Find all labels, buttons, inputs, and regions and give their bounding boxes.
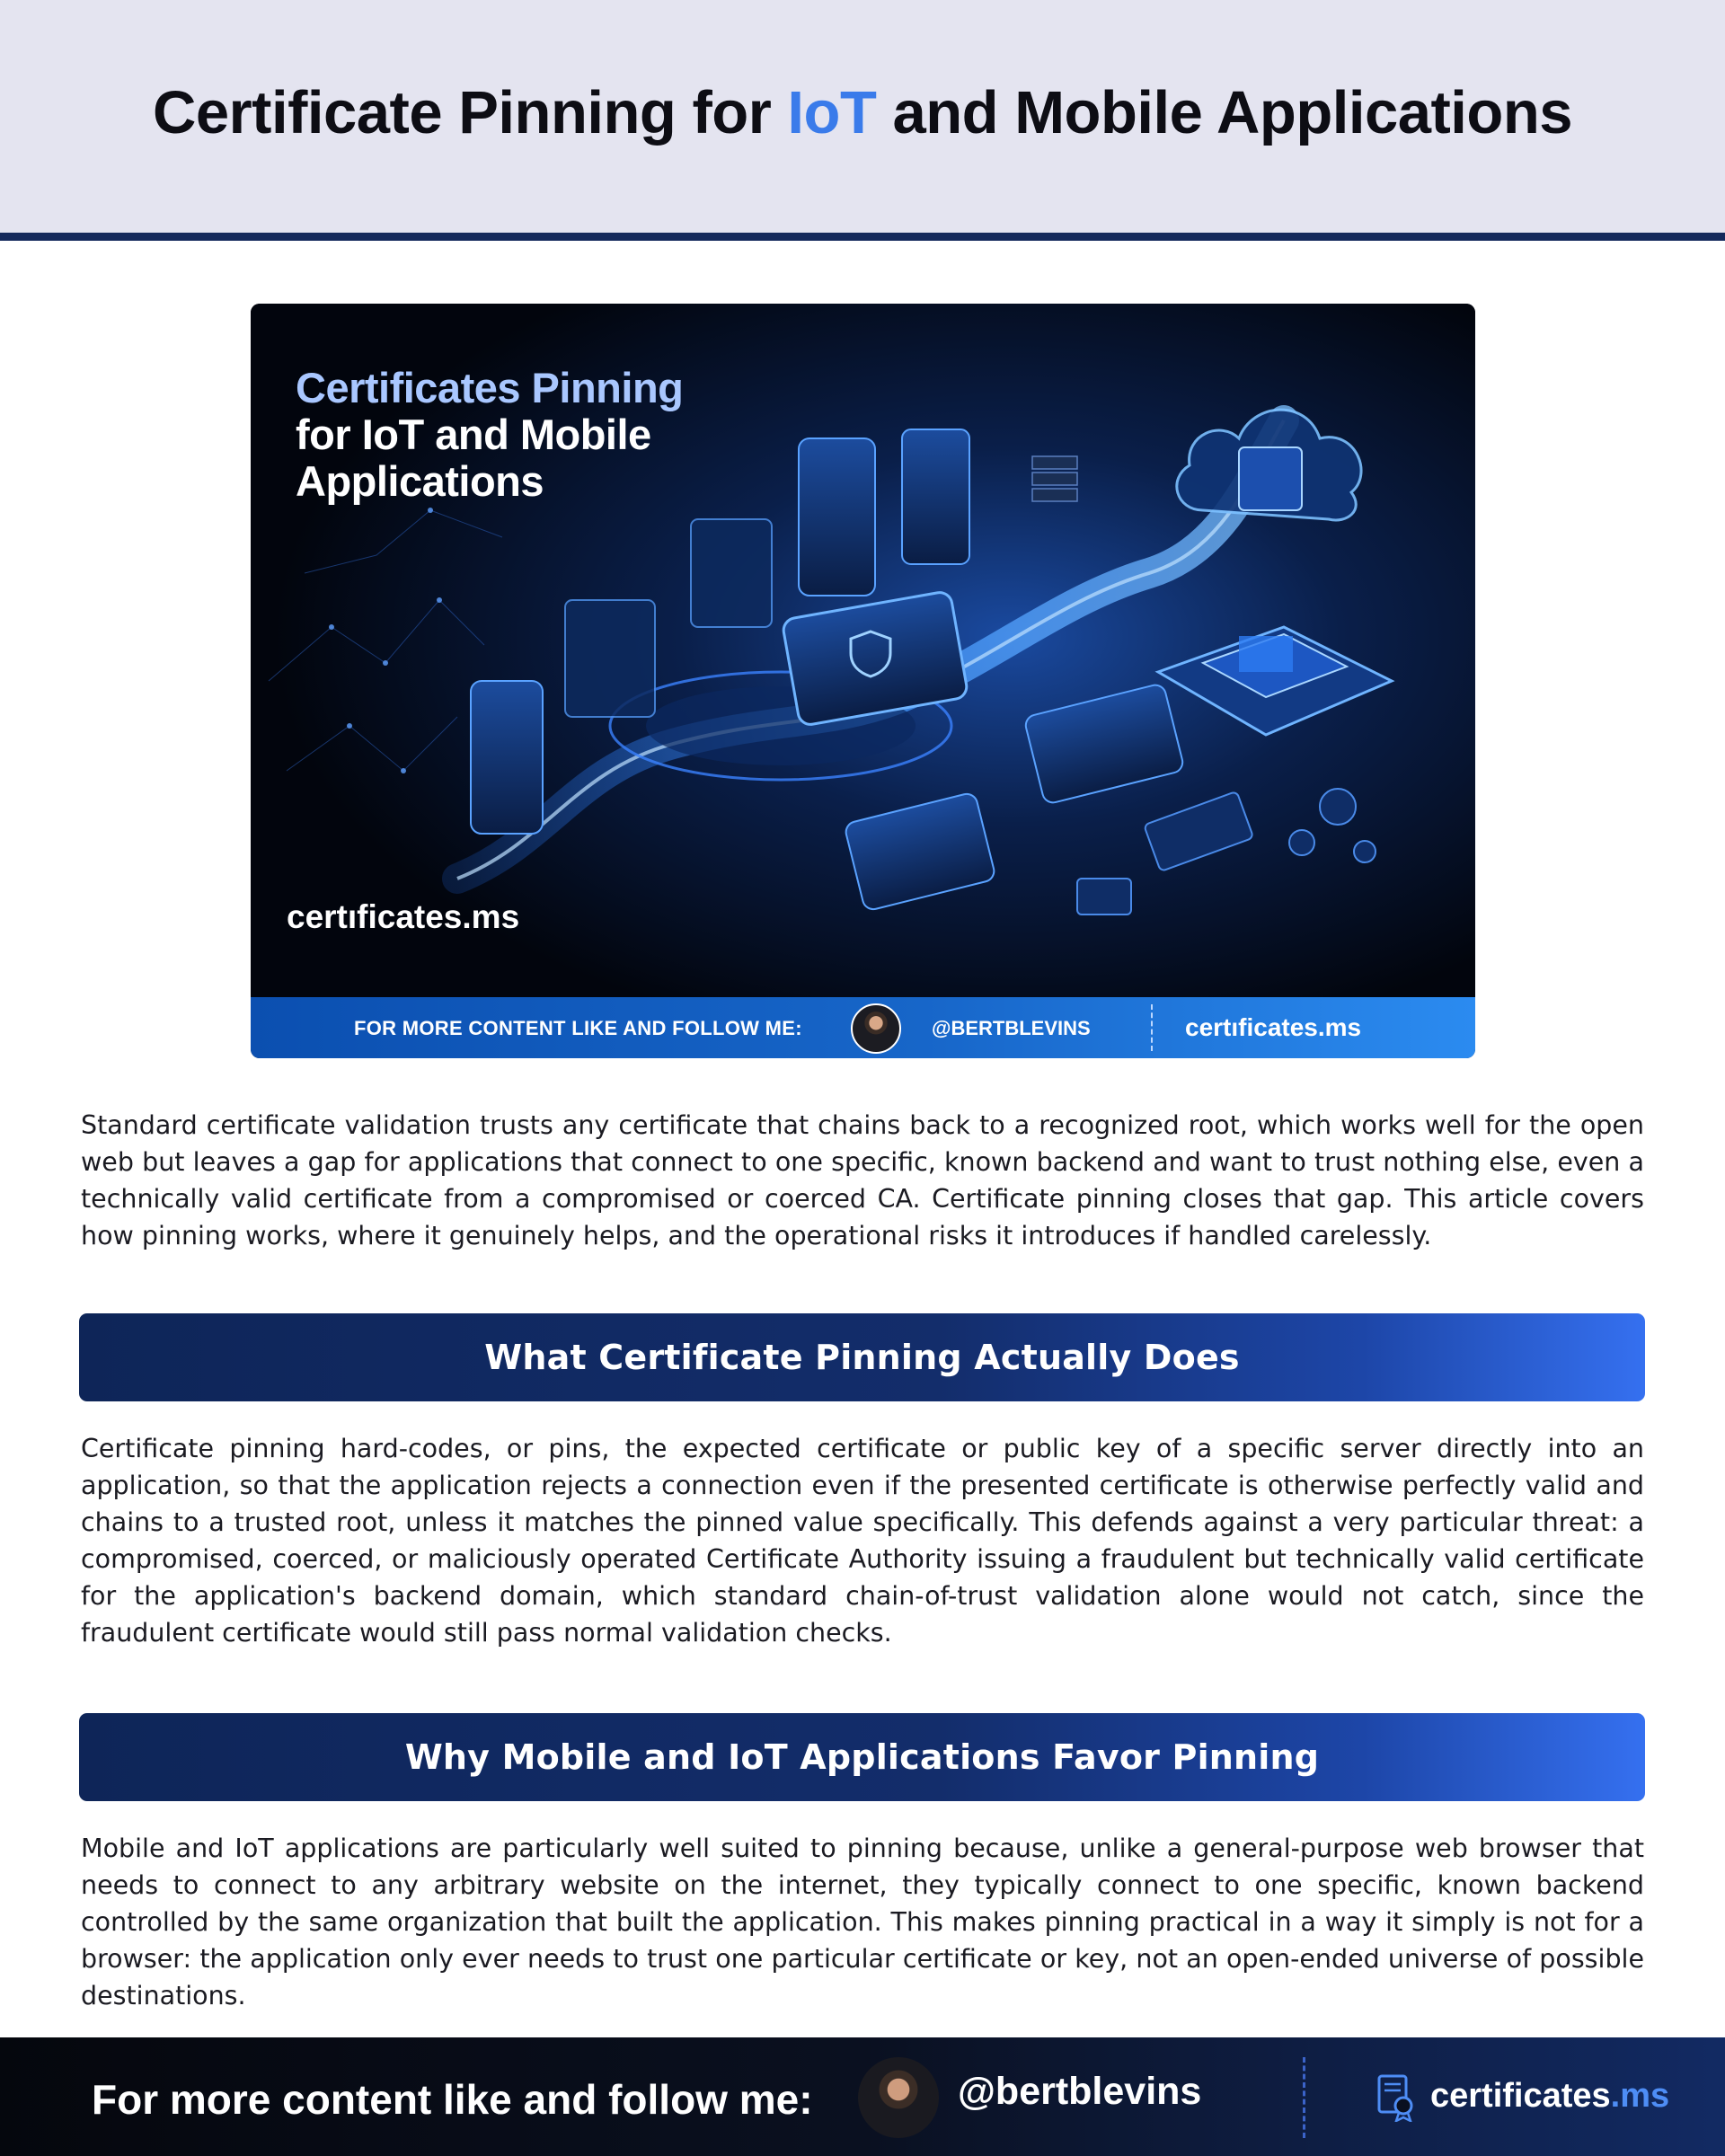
title-before: Certificate Pinning for	[152, 79, 788, 146]
footer-brand-tld: .ms	[1610, 2077, 1670, 2115]
footer-brand-name: certificates	[1430, 2077, 1611, 2115]
title-after: and Mobile Applications	[876, 79, 1573, 146]
footer-follow-text: For more content like and follow me:	[92, 2076, 813, 2123]
certificate-badge-icon	[1376, 2073, 1416, 2122]
footer-handle-link[interactable]: @bertblevins	[958, 2070, 1202, 2113]
hero-title-line1: Certificates Pinning	[296, 364, 684, 411]
section-heading-bar	[79, 1713, 1645, 1801]
hero-title-line2: for IoT and Mobile	[296, 411, 651, 458]
hero-title-line3: Applications	[296, 457, 544, 505]
section-heading: What Certificate Pinning Actually Does	[484, 1338, 1240, 1377]
section-heading: Why Mobile and IoT Applications Favor Pinning	[404, 1737, 1320, 1777]
strip-divider	[1151, 1004, 1153, 1051]
footer-brand-logo[interactable]	[1430, 2077, 1669, 2116]
hero-image	[251, 304, 1475, 1058]
strip-brand-logo: certıficates.ms	[1185, 1013, 1362, 1041]
page-title	[153, 78, 1572, 147]
hero-follow-strip	[251, 997, 1475, 1058]
page-footer	[0, 2037, 1725, 2156]
footer-avatar	[858, 2057, 939, 2138]
page-header	[0, 0, 1725, 241]
strip-follow-text: FOR MORE CONTENT LIKE AND FOLLOW ME:	[354, 1017, 802, 1039]
section-paragraph: Mobile and IoT applications are particularly well suited to pinning because, unlike a general-purpose web browser that needs to connect to any arbitrary website on the internet, they typically connect to one specific, known backend controlled by the same organization that built the application. This makes pinning practical in a way it simply is not for a browser: the application only ever needs to trust one particular certificate or key, not an open-ended universe of possible destinations.	[81, 1833, 1644, 2010]
section-paragraph: Certificate pinning hard-codes, or pins, the expected certificate or public key of a specific server directly into an application, so that the application rejects a connection even if the presented certificate is otherwise perfectly valid and chains to a trusted root, unless it matches the pinned value specifically. This defends against a very particular threat: a compromised, coerced, or maliciously operated Certificate Authority issuing a fraudulent but technically valid certificate for the application's backend domain, which standard chain-of-trust validation alone would not catch, since the fraudulent certificate would still pass normal validation checks.	[81, 1434, 1644, 1648]
footer-divider	[1303, 2057, 1305, 2138]
intro-paragraph: Standard certificate validation trusts any certificate that chains back to a recognized root, which works well for the open web but leaves a gap for applications that connect to one specific, known backend and want to trust nothing else, even a technically valid certificate from a compromised or coerced CA. Certificate pinning closes that gap. This article covers how pinning works, where it genuinely helps, and the operational risks it introduces if handled carelessly.	[81, 1110, 1644, 1250]
title-highlight: IoT	[787, 79, 877, 146]
hero-title	[296, 365, 835, 505]
hero-brand-logo: certıficates.ms	[287, 898, 520, 935]
strip-avatar	[851, 1003, 901, 1054]
strip-handle[interactable]: @BERTBLEVINS	[932, 1017, 1091, 1039]
section-heading-bar	[79, 1313, 1645, 1401]
